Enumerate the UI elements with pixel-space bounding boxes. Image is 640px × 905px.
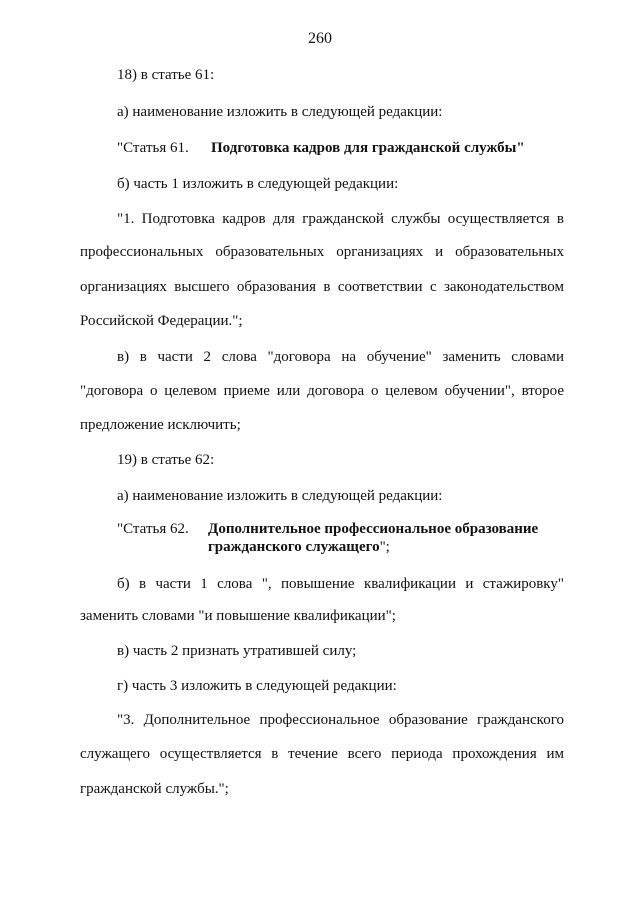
item-a-instruction: а) наименование изложить в следующей редакции: [117,104,443,120]
article-62-title-text: гражданского служащего [208,539,380,555]
page-number: 260 [308,30,332,47]
paragraph-line: "1. Подготовка кадров для гражданской службы осуществляется в [117,211,564,227]
article-61-label: "Статья 61. [117,140,189,156]
paragraph-line: в) в части 2 слова "договора на обучение" заменить словами [117,349,564,365]
article-61-title: Подготовка кадров для гражданской службы" [211,140,525,156]
paragraph-line: "3. Дополнительное профессиональное образование гражданского [117,712,564,728]
item-b-instruction: б) часть 1 изложить в следующей редакции: [117,176,399,192]
item-19-heading: 19) в статье 62: [117,452,215,468]
paragraph-line: предложение исключить; [80,417,241,433]
item-a-instruction: а) наименование изложить в следующей редакции: [117,488,443,504]
paragraph-line: гражданской службы."; [80,781,229,797]
item-g-instruction: г) часть 3 изложить в следующей редакции: [117,678,397,694]
paragraph-line: б) в части 1 слова ", повышение квалификации и стажировку" [117,576,564,592]
paragraph-line: организациях высшего образования в соответствии с законодательством [80,279,564,295]
paragraph-line: Российской Федерации."; [80,313,243,329]
article-62-title-line-1: Дополнительное профессиональное образование [208,521,539,537]
article-62-label: "Статья 62. [117,521,189,537]
paragraph-line: "договора о целевом приеме или договора о целевом обучении", второе [80,383,564,399]
item-18-heading: 18) в статье 61: [117,67,215,83]
article-62-title-line-2 [208,538,390,556]
article-62-title-tail: "; [379,539,390,555]
item-v-instruction: в) часть 2 признать утратившей силу; [117,643,357,659]
paragraph-line: служащего осуществляется в течение всего периода прохождения им [80,746,564,762]
paragraph-line: профессиональных образовательных организациях и образовательных [80,244,564,260]
paragraph-line: заменить словами "и повышение квалификации"; [80,608,396,624]
